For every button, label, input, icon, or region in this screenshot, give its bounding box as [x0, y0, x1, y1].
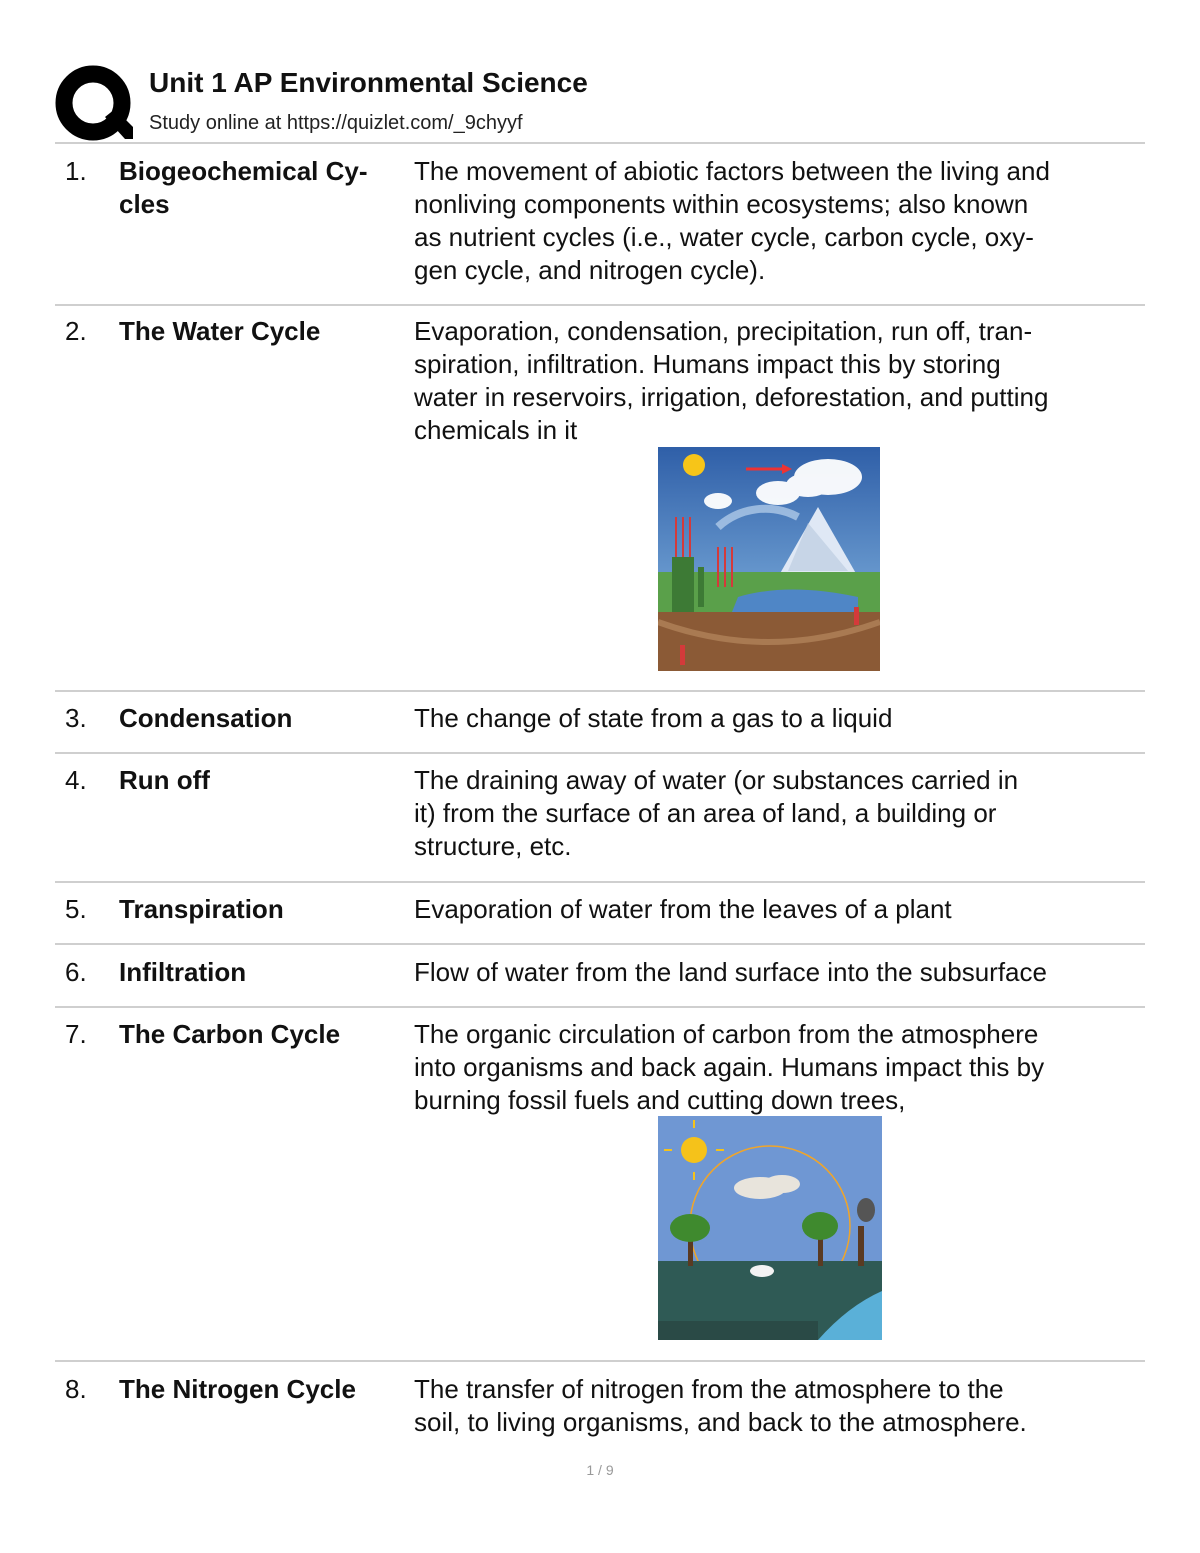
sun-icon: [683, 454, 705, 476]
divider: [55, 690, 1145, 692]
entry-definition: The change of state from a gas to a liquid: [414, 703, 893, 733]
carbon-cycle-diagram: [658, 1116, 882, 1340]
page-header: [55, 62, 1145, 142]
quizlet-logo-icon: [55, 65, 135, 145]
divider: [55, 881, 1145, 883]
entry-number: 1.: [65, 156, 87, 186]
entry-number: 3.: [65, 703, 87, 733]
entry-term: Infiltration: [119, 957, 247, 987]
entry-term: Biogeochemical Cy- cles: [119, 156, 368, 219]
water-cycle-diagram: [658, 447, 880, 671]
entry-term: The Carbon Cycle: [119, 1019, 341, 1049]
divider: [55, 943, 1145, 945]
entry-term: Transpiration: [119, 894, 284, 924]
study-link[interactable]: Study online at https://quizlet.com/_9chyyf: [149, 112, 523, 134]
entry-number: 6.: [65, 957, 87, 987]
divider: [55, 752, 1145, 754]
entry-definition: The draining away of water (or substances carried in it) from the surface of an area of land, a building or structure, etc.: [414, 765, 1019, 861]
page-number: 1 / 9: [586, 1462, 614, 1478]
entry-number: 2.: [65, 316, 87, 346]
entry-number: 8.: [65, 1374, 87, 1404]
entry-term: The Water Cycle: [119, 316, 321, 346]
entry-definition: Flow of water from the land surface into the subsurface: [414, 957, 1047, 987]
entry-number: 4.: [65, 765, 87, 795]
entry-number: 7.: [65, 1019, 87, 1049]
divider: [55, 1360, 1145, 1362]
entry-definition: The transfer of nitrogen from the atmosphere to the soil, to living organisms, and back to the atmosphere.: [414, 1374, 1027, 1437]
entry-term: Run off: [119, 765, 210, 795]
entry-number: 5.: [65, 894, 87, 924]
entry-term: The Nitrogen Cycle: [119, 1374, 356, 1404]
page-title: Unit 1 AP Environmental Science: [149, 67, 588, 98]
divider: [55, 1006, 1145, 1008]
entry-definition: Evaporation, condensation, precipitation, run off, tran- spiration, infiltration. Humans impact this by storing water in reservoirs, irrigation, deforestation, and putting chemicals in it: [414, 316, 1049, 445]
entry-definition: The movement of abiotic factors between the living and nonliving components within ecosystems; also known as nutrient cycles (i.e., water cycle, carbon cycle, oxy- gen cycle, and nitrogen cycle).: [414, 156, 1050, 285]
sun-icon: [681, 1137, 707, 1163]
entry-definition: The organic circulation of carbon from the atmosphere into organisms and back again. Humans impact this by burning fossil fuels and cutting down trees,: [414, 1019, 1045, 1115]
entry-term: Condensation: [119, 703, 293, 733]
entry-definition: Evaporation of water from the leaves of a plant: [414, 894, 952, 924]
divider: [55, 142, 1145, 144]
divider: [55, 304, 1145, 306]
